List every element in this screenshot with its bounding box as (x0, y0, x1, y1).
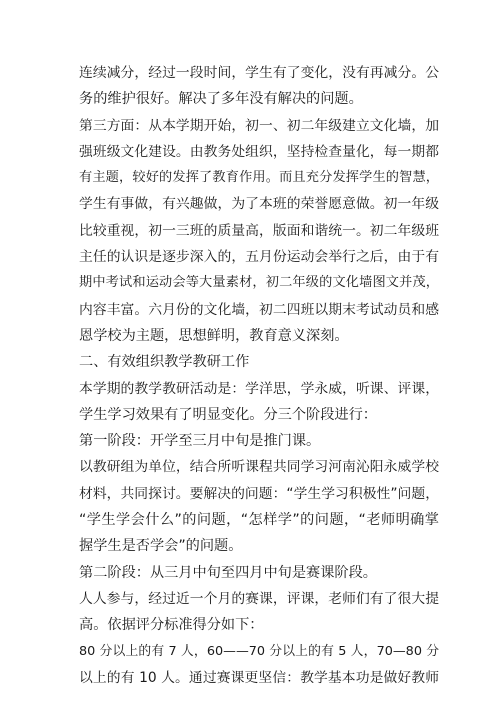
text-line: 务的维护很好。解决了多年没有解决的问题。 (79, 91, 363, 108)
text-line: 比较重视，初一三班的质量高，版面和谐统一。初二年级班 (79, 222, 439, 239)
text-line: 学生学习效果有了明显变化。分三个阶段进行： (79, 406, 377, 423)
text-line: “学生学会什么”的问题，“怎样学”的问题，“老师明确掌 (79, 512, 439, 529)
text-line: 强班级文化建设。由教务处组织，坚持检查量化，每一期都 (79, 143, 439, 160)
text-line: 有主题，较好的发挥了教育作用。而且充分发挥学生的智慧， (79, 170, 439, 186)
text-line: 握学生是否学会”的问题。 (79, 538, 243, 555)
text-line: 80 分以上的有 7 人，60——70 分以上的有 5 人，70—80 分 (79, 643, 439, 659)
text-line: 第二阶段：从三月中旬至四月中旬是赛课阶段。 (79, 564, 377, 581)
text-line: 期中考试和运动会等大量素材，初二年级的文化墙图文并茂， (79, 275, 439, 291)
text-line: 第三方面：从本学期开始，初一、初二年级建立文化墙，加 (79, 117, 439, 134)
text-line: 恩学校为主题，思想鲜明，教育意义深刻。 (79, 327, 349, 344)
text-line: 学生有事做，有兴趣做，为了本班的荣誉愿意做。初一年级 (79, 196, 439, 213)
text-line: 高。依据评分标准得分如下： (79, 617, 264, 634)
text-line: 以上的有 10 人。通过赛课更坚信：教学基本功是做好教师 (79, 669, 439, 686)
text-line: 人人参与，经过近一个月的赛课，评课，老师们有了很大提 (79, 590, 439, 607)
text-line: 内容丰富。六月份的文化墙，初二四班以期末考试动员和感 (79, 301, 439, 318)
section-heading: 二、有效组织教学教研工作 (79, 354, 250, 371)
text-line: 第一阶段：开学至三月中旬是推门课。 (79, 433, 321, 450)
text-line: 连续减分，经过一段时间，学生有了变化，没有再减分。公 (79, 65, 439, 81)
text-line: 材料，共同探讨。要解决的问题：“学生学习积极性”问题， (79, 485, 439, 502)
body-text (79, 60, 439, 691)
text-line: 本学期的教学教研活动是：学洋思，学永威，听课、评课， (79, 380, 439, 397)
text-line: 以教研组为单位，结合所听课程共同学习河南沁阳永威学校 (79, 459, 439, 476)
text-line: 主任的认识是逐步深入的，五月份运动会举行之后，由于有 (79, 249, 439, 266)
